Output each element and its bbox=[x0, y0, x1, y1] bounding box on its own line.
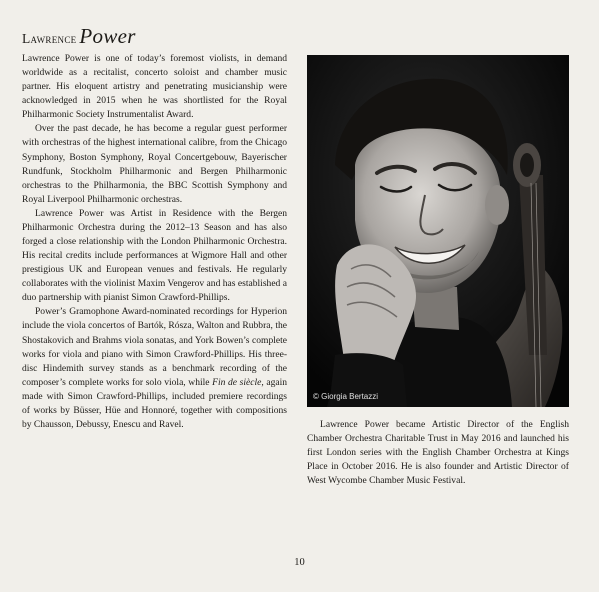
artist-heading bbox=[22, 24, 136, 51]
bio-paragraph: Lawrence Power was Artist in Residence with the Bergen Philharmonic Orchestra during the 2012–13 Season and has also forged a close relationship with the London Philharmonic Orchestra. His recital credits include performances at Wigmore Hall and other prestigious UK and European venues and festivals. He regularly collaborates with the violinist Maxim Vengerov and has established a duo partnership with pianist Simon Crawford-Phillips. bbox=[22, 207, 287, 304]
bio-paragraph: Over the past decade, he has become a regular guest performer with orchestras of the highest international calibre, from the Chicago Symphony, Boston Symphony, Royal Concertgebouw, Bayerischer Rundfunk, Stockholm Philharmonic and Bergen Philharmonic orchestras to the Philharmonia, the BBC Scottish Symphony and Royal Liverpool Philharmonic orchestras. bbox=[22, 123, 287, 205]
bio-paragraph: Lawrence Power is one of today’s foremost violists, in demand worldwide as a recitalist, concerto soloist and chamber music partner. His eloquent artistry and penetrating musicianship were acknowledged in 2015 when he was shortlisted for the Royal Philharmonic Society Instrumentalist Award. bbox=[22, 53, 287, 121]
photo-credit: © Giorgia Bertazzi bbox=[313, 392, 379, 401]
recordings-paragraph bbox=[22, 305, 287, 432]
biography-column bbox=[22, 52, 287, 432]
caption-column bbox=[307, 418, 569, 488]
recordings-text-after: , again made with Simon Crawford-Phillips, included premiere recordings of works by Büsser, Hüe and Honnoré, together with compositions by Chausson, Debussy, Enescu and Ravel. bbox=[22, 376, 288, 431]
page-number: 10 bbox=[294, 557, 305, 568]
portrait-illustration bbox=[307, 55, 569, 407]
recordings-text-before: Power’s Gramophone Award-nominated recordings for Hyperion include the viola concertos of Bartók, Rósza, Walton and Rubbra, the Shostakovich and Brahms viola sonatas, and York Bowen’s complete works for viola and piano with Simon Crawford-Phillips. His three-disc Hindemith survey stands as a benchmark recording of the composer’s complete works for solo viola, while bbox=[22, 306, 287, 388]
director-paragraph: Lawrence Power became Artistic Director of the English Chamber Orchestra Charitable Trust in May 2016 and launched his first London series with the English Chamber Orchestra at Kings Place in October 2016. He is also founder and Artistic Director of West Wycombe Chamber Music Festival. bbox=[307, 419, 569, 487]
artist-photo bbox=[307, 55, 569, 407]
heading-first-name: Lawrence bbox=[22, 31, 77, 46]
heading-surname: Power bbox=[79, 24, 136, 48]
recording-title: Fin de siècle bbox=[212, 376, 262, 388]
